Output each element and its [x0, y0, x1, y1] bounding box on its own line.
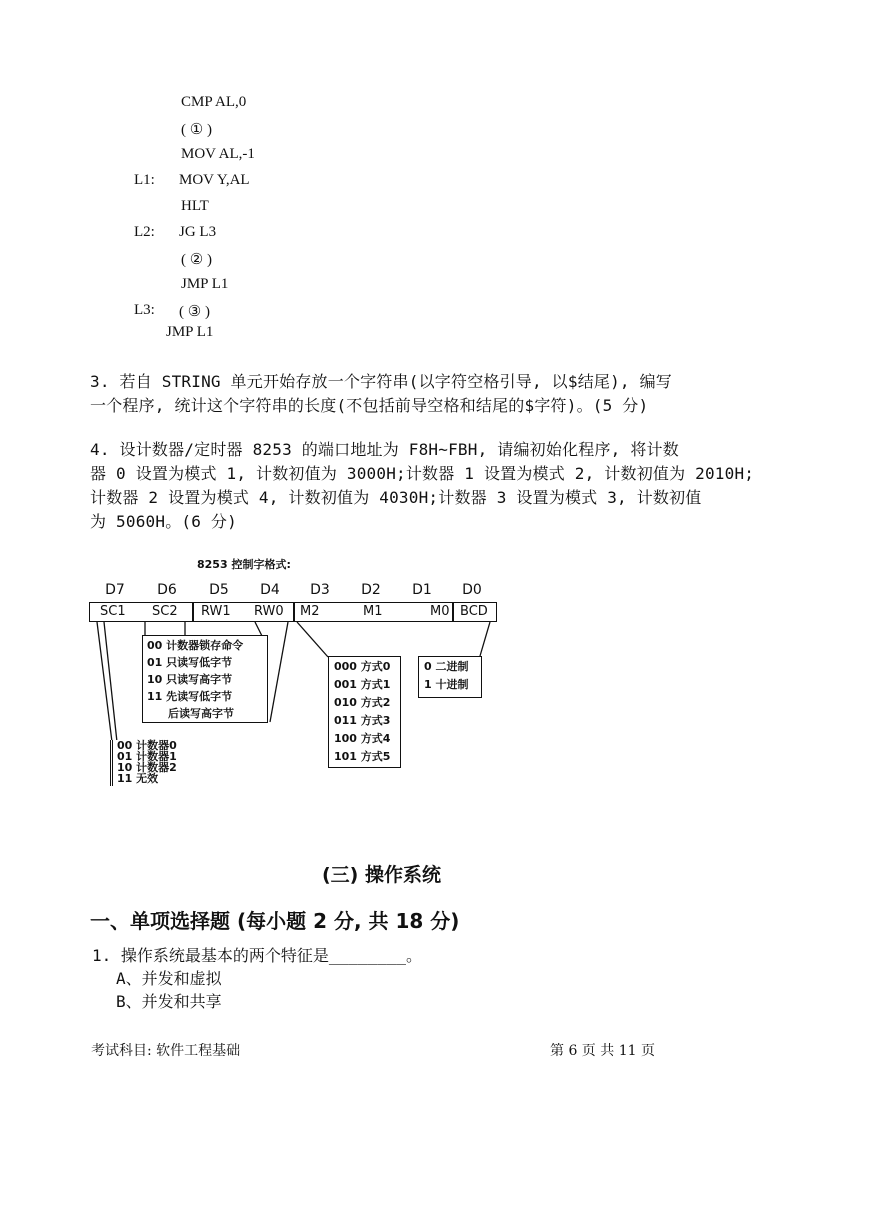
rw-option: 10 只读写高字节	[147, 673, 233, 686]
option-a: A、并发和虚拟	[116, 969, 222, 988]
code-label: L1:	[134, 172, 155, 188]
rw-legend-box	[142, 635, 268, 723]
bcd-option: 1 十进制	[424, 678, 469, 691]
mode-option: 100 方式4	[334, 732, 391, 745]
option-b: B、并发和共享	[116, 992, 222, 1011]
diagram-title: 8253 控制字格式:	[197, 558, 291, 571]
footer-subject: 考试科目: 软件工程基础	[91, 1043, 241, 1059]
bit-label: D7	[105, 582, 125, 598]
bcd-label: BCD	[460, 604, 488, 619]
bit-label: D3	[310, 582, 330, 598]
sc-legend-box	[110, 740, 202, 786]
m0-label: M0	[430, 604, 450, 619]
code-label: L3:	[134, 302, 155, 318]
code-line: ( ① )	[181, 122, 212, 138]
question-1-stem: 1. 操作系统最基本的两个特征是________。	[92, 946, 422, 965]
rw-option: 00 计数器锁存命令	[147, 639, 244, 652]
bit-label: D2	[361, 582, 381, 598]
m1-label: M1	[363, 604, 383, 619]
sc-option: 01 计数器1	[117, 750, 177, 763]
sc-option: 10 计数器2	[117, 761, 177, 774]
rw-option: 01 只读写低字节	[147, 656, 233, 669]
bit-label: D1	[412, 582, 432, 598]
rw0-label: RW0	[254, 604, 284, 619]
code-label: L2:	[134, 224, 155, 240]
sc-option: 11 无效	[117, 772, 159, 785]
code-line: HLT	[181, 198, 209, 214]
code-line: ( ③ )	[179, 304, 210, 320]
question-4-line: 4. 设计数器/定时器 8253 的端口地址为 F8H~FBH, 请编初始化程序, 将计数	[90, 440, 679, 459]
mode-option: 011 方式3	[334, 714, 391, 727]
question-4-line: 计数器 2 设置为模式 4, 计数初值为 4030H;计数器 3 设置为模式 3, 计数初值	[90, 488, 702, 507]
code-line: MOV Y,AL	[179, 172, 250, 188]
sc2-label: SC2	[152, 604, 178, 619]
m2-label: M2	[300, 604, 320, 619]
code-line: JMP L1	[181, 276, 229, 292]
sc-option: 00 计数器0	[117, 739, 177, 752]
bit-label: D4	[260, 582, 280, 598]
bit-label: D5	[209, 582, 229, 598]
bit-label: D6	[157, 582, 177, 598]
bcd-legend-box	[418, 656, 482, 698]
mode-option: 010 方式2	[334, 696, 391, 709]
part-heading: 一、单项选择题 (每小题 2 分, 共 18 分)	[90, 909, 460, 933]
rw1-label: RW1	[201, 604, 231, 619]
code-line: ( ② )	[181, 252, 212, 268]
mode-option: 000 方式0	[334, 660, 391, 673]
section-title: (三) 操作系统	[322, 864, 441, 886]
code-line: JMP L1	[166, 324, 214, 340]
rw-option: 后读写高字节	[168, 707, 234, 720]
question-3-line: 3. 若自 STRING 单元开始存放一个字符串(以字符空格引导, 以$结尾), 编写	[90, 372, 672, 391]
question-4-line: 为 5060H。(6 分)	[90, 512, 237, 531]
question-3-line: 一个程序, 统计这个字符串的长度(不包括前导空格和结尾的$字符)。(5 分)	[90, 396, 649, 415]
code-line: CMP AL,0	[181, 94, 247, 110]
rw-option: 11 先读写低字节	[147, 690, 233, 703]
bit-label: D0	[462, 582, 482, 598]
sc1-label: SC1	[100, 604, 126, 619]
question-4-line: 器 0 设置为模式 1, 计数初值为 3000H;计数器 1 设置为模式 2, 计数初值为 2010H;	[90, 464, 755, 483]
mode-legend-box	[328, 656, 401, 768]
bcd-option: 0 二进制	[424, 660, 469, 673]
code-line: MOV AL,-1	[181, 146, 255, 162]
mode-option: 101 方式5	[334, 750, 391, 763]
mode-option: 001 方式1	[334, 678, 391, 691]
footer-page-number: 第 6 页 共 11 页	[550, 1043, 655, 1059]
code-line: JG L3	[179, 224, 217, 240]
